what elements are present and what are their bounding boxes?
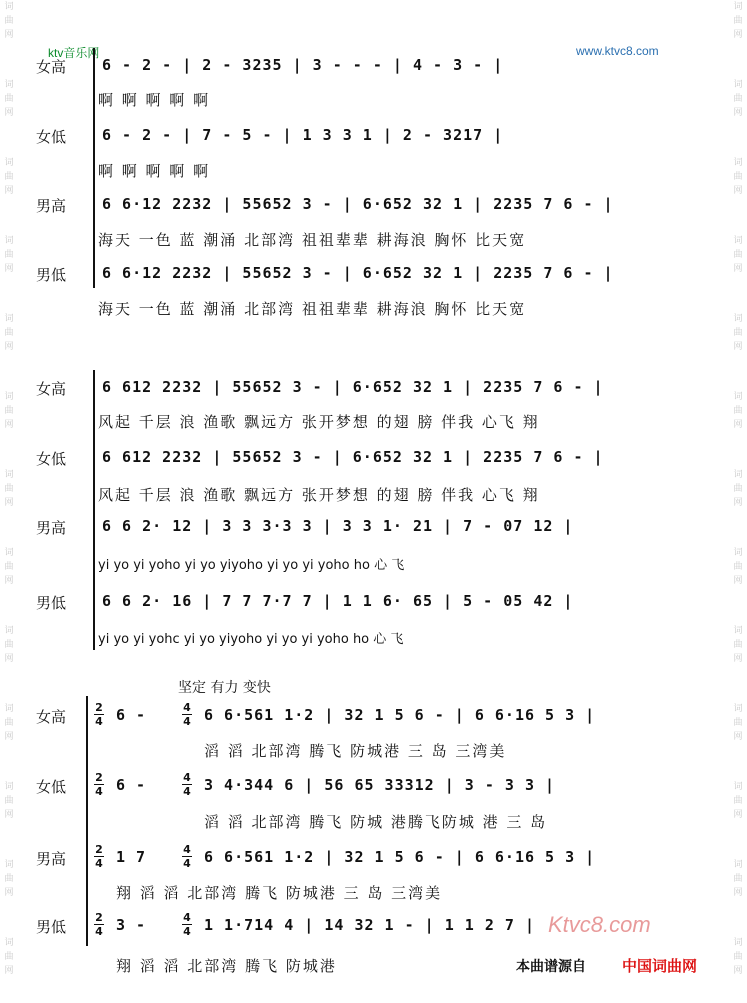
time-signature: 2 4 [95,843,103,870]
part-label: 女高 [36,380,67,398]
time-signature: 4 4 [183,771,191,798]
time-signature: 4 4 [183,843,191,870]
notes-pickup: 3 - [116,916,147,934]
time-signature: 4 4 [183,911,191,938]
source-site-link[interactable]: 中国词曲网 [622,957,698,975]
part-label: 男低 [36,918,67,936]
lyric-line: 风起 千层 浪 渔歌 飘远方 张开梦想 的翅 膀 伴我 心飞 翔 [98,413,540,431]
part-label: 男低 [36,266,67,284]
lyric-line: 海天 一色 蓝 潮涌 北部湾 祖祖辈辈 耕海浪 胸怀 比天宽 [98,231,527,249]
lyric-line: yi yo yi yoho yi yo yiyoho yi yo yi yoho ho 心 飞 [98,558,405,573]
system-3-brace [86,696,88,946]
part-label: 男高 [36,850,67,868]
notes-line: 3 4·344 6 | 56 65 33312 | 3 - 3 3 | [204,776,556,794]
notes-line: 6 - 2 - | 7 - 5 - | 1 3 3 1 | 2 - 3217 | [102,126,504,144]
notes-line: 6 6 2· 16 | 7 7 7·7 7 | 1 1 6· 65 | 5 - 05 42 | [102,592,574,610]
system-2-brace [93,370,95,650]
notes-line: 6 612 2232 | 55652 3 - | 6·652 32 1 | 2235 7 6 - | [102,448,604,466]
tempo-marking: 坚定 有力 变快 [178,680,271,696]
time-signature: 4 4 [183,701,191,728]
source-label: 本曲谱源自 [516,959,586,975]
part-label: 女低 [36,778,67,796]
site-label-left: ktv音乐网 [48,46,100,60]
part-label: 男高 [36,197,67,215]
lyric-line: 翔 滔 滔 北部湾 腾飞 防城港 [116,957,337,975]
lyric-line: yi yo yi yohc yi yo yiyoho yi yo yi yoho ho 心 飞 [98,632,404,647]
notes-pickup: 1 7 [116,848,147,866]
part-label: 女低 [36,450,67,468]
lyric-line: 翔 滔 滔 北部湾 腾飞 防城港 三 岛 三湾美 [116,884,443,902]
notes-line: 6 - 2 - | 2 - 3235 | 3 - - - | 4 - 3 - | [102,56,504,74]
lyric-line: 滔 滔 北部湾 腾飞 防城 港腾飞防城 港 三 岛 [204,813,548,831]
right-watermark: 词曲网 词曲网 词曲网 词曲网 词曲网 词曲网 词曲网 词曲网 词曲网 词曲网 词曲网 词曲网 词曲网 [733,2,743,976]
ktvc8-logo: Ktvc8.com [548,912,651,937]
time-signature: 2 4 [95,771,103,798]
notes-line: 6 6·561 1·2 | 32 1 5 6 - | 6 6·16 5 3 | [204,706,596,724]
notes-line: 1 1·714 4 | 14 32 1 - | 1 1 2 7 | [204,916,536,934]
lyric-line: 风起 千层 浪 渔歌 飘远方 张开梦想 的翅 膀 伴我 心飞 翔 [98,486,540,504]
lyric-line: 海天 一色 蓝 潮涌 北部湾 祖祖辈辈 耕海浪 胸怀 比天宽 [98,300,527,318]
system-1-brace [93,48,95,288]
notes-line: 6 612 2232 | 55652 3 - | 6·652 32 1 | 2235 7 6 - | [102,378,604,396]
left-watermark: 词曲网 词曲网 词曲网 词曲网 词曲网 词曲网 词曲网 词曲网 词曲网 词曲网 词曲网 词曲网 词曲网 [4,2,14,976]
lyric-line: 滔 滔 北部湾 腾飞 防城港 三 岛 三湾美 [204,742,507,760]
notes-line: 6 6·12 2232 | 55652 3 - | 6·652 32 1 | 2235 7 6 - | [102,264,614,282]
site-label-right: www.ktvc8.com [576,44,659,58]
part-label: 男高 [36,519,67,537]
notes-pickup: 6 - [116,706,147,724]
notes-line: 6 6·12 2232 | 55652 3 - | 6·652 32 1 | 2235 7 6 - | [102,195,614,213]
notes-pickup: 6 - [116,776,147,794]
lyric-line: 啊 啊 啊 啊 啊 [98,162,211,180]
lyric-line: 啊 啊 啊 啊 啊 [98,91,211,109]
notes-line: 6 6 2· 12 | 3 3 3·3 3 | 3 3 1· 21 | 7 - 07 12 | [102,517,574,535]
part-label: 女低 [36,128,67,146]
time-signature: 2 4 [95,911,103,938]
notes-line: 6 6·561 1·2 | 32 1 5 6 - | 6 6·16 5 3 | [204,848,596,866]
time-signature: 2 4 [95,701,103,728]
part-label: 男低 [36,594,67,612]
part-label: 女高 [36,58,67,76]
part-label: 女高 [36,708,67,726]
